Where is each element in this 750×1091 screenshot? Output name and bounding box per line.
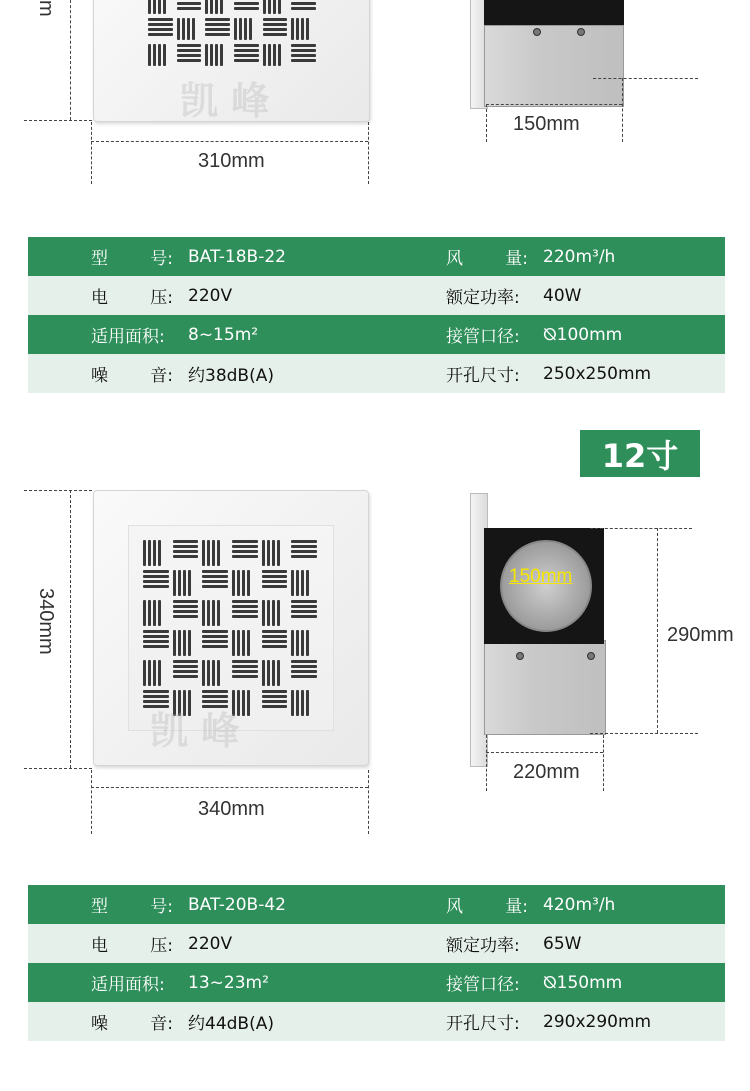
- spec-voltage-value: 220V: [188, 933, 233, 954]
- spec-model-value: BAT-18B-22: [188, 246, 286, 267]
- grille-slot-group: [177, 0, 202, 14]
- grille-slot-group: [291, 600, 317, 626]
- screw: [587, 652, 595, 660]
- grille-slot-group: [148, 44, 173, 66]
- spec-pipe-label: 接管口径:: [446, 975, 520, 995]
- spec-airflow-value: 220m³/h: [543, 246, 616, 267]
- spec-table-1: [28, 237, 725, 393]
- spec-voltage-label: 电: [91, 936, 108, 956]
- screw: [516, 652, 524, 660]
- grille-slot-group: [202, 570, 228, 596]
- grille-slot-group: [234, 18, 259, 40]
- spec-model-label: 型: [91, 249, 108, 269]
- spec-row-voltage: 电 压: 220V 额定功率: 40W: [28, 276, 725, 315]
- spec-noise-value: 约44dB(A): [188, 1014, 274, 1034]
- grille-slot-group: [232, 630, 258, 656]
- grille-slot-group: [232, 660, 258, 686]
- spec-model-value: BAT-20B-42: [188, 894, 286, 915]
- spec-cutout-label: 开孔尺寸:: [446, 366, 520, 386]
- bottom-height-dimension: 340mm: [35, 588, 57, 655]
- diameter-icon: ⦰: [543, 972, 557, 993]
- grille-slot-group: [143, 630, 169, 656]
- grille-slot-group: [202, 630, 228, 656]
- screw: [533, 28, 541, 36]
- grille-slot-group: [291, 18, 316, 40]
- grille-slot-group: [291, 570, 317, 596]
- grille-slot-group: [291, 690, 317, 716]
- grille-slot-group: [177, 18, 202, 40]
- grille-slot-group: [262, 630, 288, 656]
- grille-slot-group: [173, 630, 199, 656]
- grille-slot-group: [291, 660, 317, 686]
- grille-slot-group: [148, 18, 173, 40]
- bottom-depth-dimension: 220mm: [513, 761, 580, 783]
- diameter-icon: ⦰: [543, 324, 557, 345]
- grille-slot-group: [262, 600, 288, 626]
- grille-slot-group: [291, 0, 316, 14]
- spec-noise-label: 噪: [91, 366, 108, 386]
- grille-slot-group: [262, 570, 288, 596]
- top-grille: [148, 0, 316, 66]
- bottom-box-height-dimension: 290mm: [667, 624, 734, 646]
- spec-noise-value: 约38dB(A): [188, 366, 274, 386]
- watermark: 凯 峰: [180, 79, 270, 123]
- spec-power-value: 65W: [543, 933, 582, 954]
- spec-row-area: [28, 963, 725, 1002]
- spec-airflow-value: 420m³/h: [543, 894, 616, 915]
- grille-slot-group: [143, 570, 169, 596]
- grille-slot-group: [263, 0, 288, 14]
- grille-slot-group: [205, 0, 230, 14]
- spec-row-model: 型 号: BAT-20B-42 风 量: 420m³/h: [28, 885, 725, 924]
- grille-slot-group: [143, 660, 169, 686]
- spec-row-voltage: 电 压: 220V 额定功率: 65W: [28, 924, 725, 963]
- grille-slot-group: [173, 660, 199, 686]
- grille-slot-group: [232, 600, 258, 626]
- grille-slot-group: [263, 44, 288, 66]
- spec-row-area: [28, 315, 725, 354]
- top-motor-housing: [484, 0, 624, 25]
- spec-noise-label: 噪: [91, 1014, 108, 1034]
- top-box-housing: [484, 25, 624, 107]
- spec-area-label: 适用面积:: [91, 975, 165, 995]
- spec-pipe-value: 100mm: [556, 324, 623, 345]
- spec-voltage-value: 220V: [188, 285, 233, 306]
- fan-diameter-label: 150mm: [509, 566, 573, 587]
- spec-row-model: 型 号: BAT-18B-22 风 量: 220m³/h: [28, 237, 725, 276]
- grille-slot-group: [291, 540, 317, 566]
- spec-table-2: [28, 885, 725, 1041]
- grille-slot-group: [291, 630, 317, 656]
- grille-slot-group: [202, 540, 228, 566]
- bottom-grille: [143, 540, 317, 716]
- grille-slot-group: [205, 44, 230, 66]
- spec-row-noise: 噪 音: 约44dB(A) 开孔尺寸: 290x290mm: [28, 1002, 725, 1041]
- spec-area-label: 适用面积:: [91, 327, 165, 347]
- grille-slot-group: [232, 570, 258, 596]
- grille-slot-group: [202, 660, 228, 686]
- spec-pipe-label: 接管口径:: [446, 327, 520, 347]
- grille-slot-group: [173, 600, 199, 626]
- watermark: 凯 峰: [150, 709, 240, 753]
- spec-row-noise: 噪 音: 约38dB(A) 开孔尺寸: 250x250mm: [28, 354, 725, 393]
- spec-power-label: 额定功率:: [446, 288, 520, 308]
- grille-slot-group: [148, 0, 173, 14]
- spec-model-label: 型: [91, 897, 108, 917]
- grille-slot-group: [205, 18, 230, 40]
- bottom-width-dimension: 340mm: [198, 798, 265, 820]
- grille-slot-group: [234, 0, 259, 14]
- size-badge: 12寸: [580, 430, 700, 477]
- grille-slot-group: [262, 690, 288, 716]
- grille-slot-group: [173, 540, 199, 566]
- top-height-dimension: m: [35, 0, 57, 17]
- grille-slot-group: [262, 540, 288, 566]
- spec-power-label: 额定功率:: [446, 936, 520, 956]
- spec-cutout-value: 250x250mm: [543, 363, 652, 384]
- grille-slot-group: [291, 44, 316, 66]
- grille-slot-group: [234, 44, 259, 66]
- spec-voltage-label: 电: [91, 288, 108, 308]
- screw: [577, 28, 585, 36]
- top-depth-dimension: 150mm: [513, 113, 580, 135]
- grille-slot-group: [143, 600, 169, 626]
- grille-slot-group: [173, 570, 199, 596]
- spec-pipe-value: 150mm: [556, 972, 623, 993]
- grille-slot-group: [262, 660, 288, 686]
- spec-area-value: 13~23m²: [188, 972, 269, 993]
- grille-slot-group: [263, 18, 288, 40]
- spec-airflow-label: 风: [446, 249, 463, 269]
- grille-slot-group: [202, 600, 228, 626]
- spec-cutout-value: 290x290mm: [543, 1011, 652, 1032]
- grille-slot-group: [143, 540, 169, 566]
- grille-slot-group: [177, 44, 202, 66]
- spec-airflow-label: 风: [446, 897, 463, 917]
- spec-area-value: 8~15m²: [188, 324, 259, 345]
- grille-slot-group: [232, 540, 258, 566]
- top-width-dimension: 310mm: [198, 150, 265, 172]
- spec-cutout-label: 开孔尺寸:: [446, 1014, 520, 1034]
- spec-power-value: 40W: [543, 285, 582, 306]
